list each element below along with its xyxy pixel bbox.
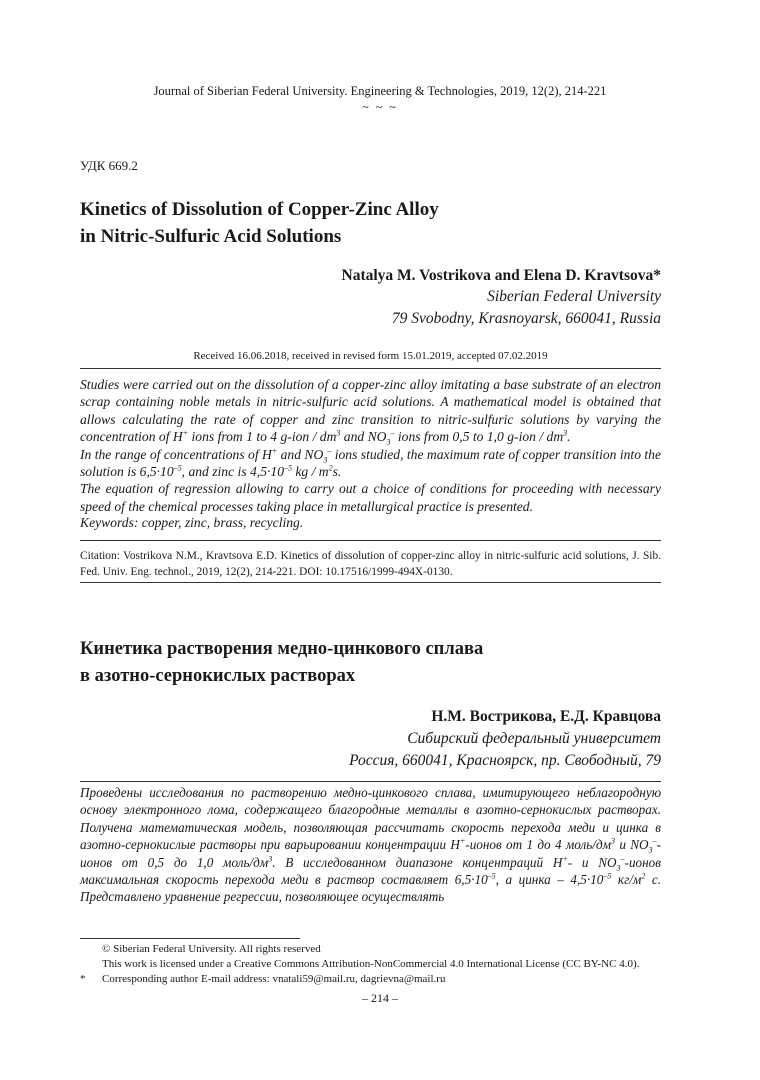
journal-header: Journal of Siberian Federal University. Engineering & Technologies, 2019, 12(2), 214-221 [153,84,607,98]
affiliation-ru-line-2: Россия, 660041, Красноярск, пр. Свободный, 79 [349,752,661,769]
citation-bottom-rule [80,582,661,583]
page-number: – 214 – [362,991,398,1005]
abstract-paragraph-2: In the range of concentrations of H+ and $NO_3^-$ ions studied, the maximum rate of copper transition into the solution is $6,5\cdot 10^{-5}$, and zinc is $4,5\cdot 10^{-5}$ kg / $m^2s$. [80,446,662,480]
footnote-corresponding: * Corresponding author E-mail address: vnatali59@mail.ru, dagrievna@mail.ru [80,973,446,985]
affiliation-en-line-2: 79 Svobodny, Krasnoyarsk, 660041, Russia [391,310,661,327]
abstract-top-rule [80,368,661,369]
footnote-rule [80,938,300,939]
abstract-ru: Проведены исследования по растворению медно-цинкового сплава, имитирующего неблагородную основу электронного лома, содержащего благородные металлы в азотно-сернокислых растворах. Получена математическая модель, позволяющая рассчитать скорость перехода меди и цинка в азотно-сернокислые растворы при варьировании концентрации H+-ионов от 1 до 4 моль/$дм^3$ и $NO_3^-$-ионов от 0,5 до 1,0 моль/$дм^3$. В исследованном диапазоне концентраций H+- и $NO_3^-$-ионов максимальная скорость перехода меди в раствор составляет $6,5\cdot 10^{-5}$, а цинка – $4,5\cdot 10^{-5}$ $кг/м^2$ с. Представлено уравнение регрессии, позволяющее осуществлять [80,785,661,905]
citation-top-rule [80,540,661,541]
received-dates: Received 16.06.2018, received in revised form 15.01.2019, accepted 07.02.2019 [193,350,548,362]
header-ornament: ~ ~ ~ [362,100,398,114]
article-title-en [80,196,680,250]
article-title-ru [80,636,680,690]
ru-abstract-top-rule [80,781,661,782]
footnote-license: This work is licensed under a Creative Commons Attribution-NonCommercial 4.0 International License (CC BY-NC 4.0). [102,958,640,970]
ru-title-line-1: Кинетика растворения медно-цинкового сплава [80,639,484,659]
title-line-1: Kinetics of Dissolution of Copper-Zinc Alloy [80,199,439,220]
abstract-paragraph-3: The equation of regression allowing to carry out a choice of conditions for proceeding with necessary speed of the chemical processes taking place in metallurgical practice is presented. [80,481,661,514]
title-line-2: in Nitric-Sulfuric Acid Solutions [80,226,342,247]
footnote-copyright: © Siberian Federal University. All rights reserved [102,943,321,955]
authors-en: Natalya M. Vostrikova and Elena D. Kravtsova* [341,267,661,284]
affiliation-en-line-1: Siberian Federal University [487,288,661,305]
citation: Citation: Vostrikova N.M., Kravtsova E.D. Kinetics of dissolution of copper-zinc alloy in nitric-sulfuric acid solutions, J. Sib. Fed. Univ. Eng. technol., 2019, 12(2), 214-221. DOI: 10.17516/1999-494X-0130. [80,550,661,578]
authors-ru: Н.М. Вострикова, Е.Д. Кравцова [431,708,661,725]
footnote-star: * [80,973,86,985]
ru-title-line-2: в азотно-сернокислых растворах [80,666,356,686]
abstract-en [80,376,661,515]
keywords-en: Keywords: copper, zinc, brass, recycling. [80,515,304,530]
udk-code: УДК 669.2 [80,158,138,173]
abstract-paragraph-1: Studies were carried out on the dissolution of a copper-zinc alloy imitating a base substrate of an electron scrap containing noble metals in nitric-sulfuric acid solutions. A mathematical model is obtained that allows calculating the rate of copper and zinc transition to nitric-sulfuric solutions by varying the concentration of H+ ions from 1 to 4 $g-ion / dm^3$ and $NO_3^-$ ions from 0,5 to 1,0 $g-ion / dm^3$. [80,377,661,447]
affiliation-ru-line-1: Сибирский федеральный университет [407,730,661,747]
